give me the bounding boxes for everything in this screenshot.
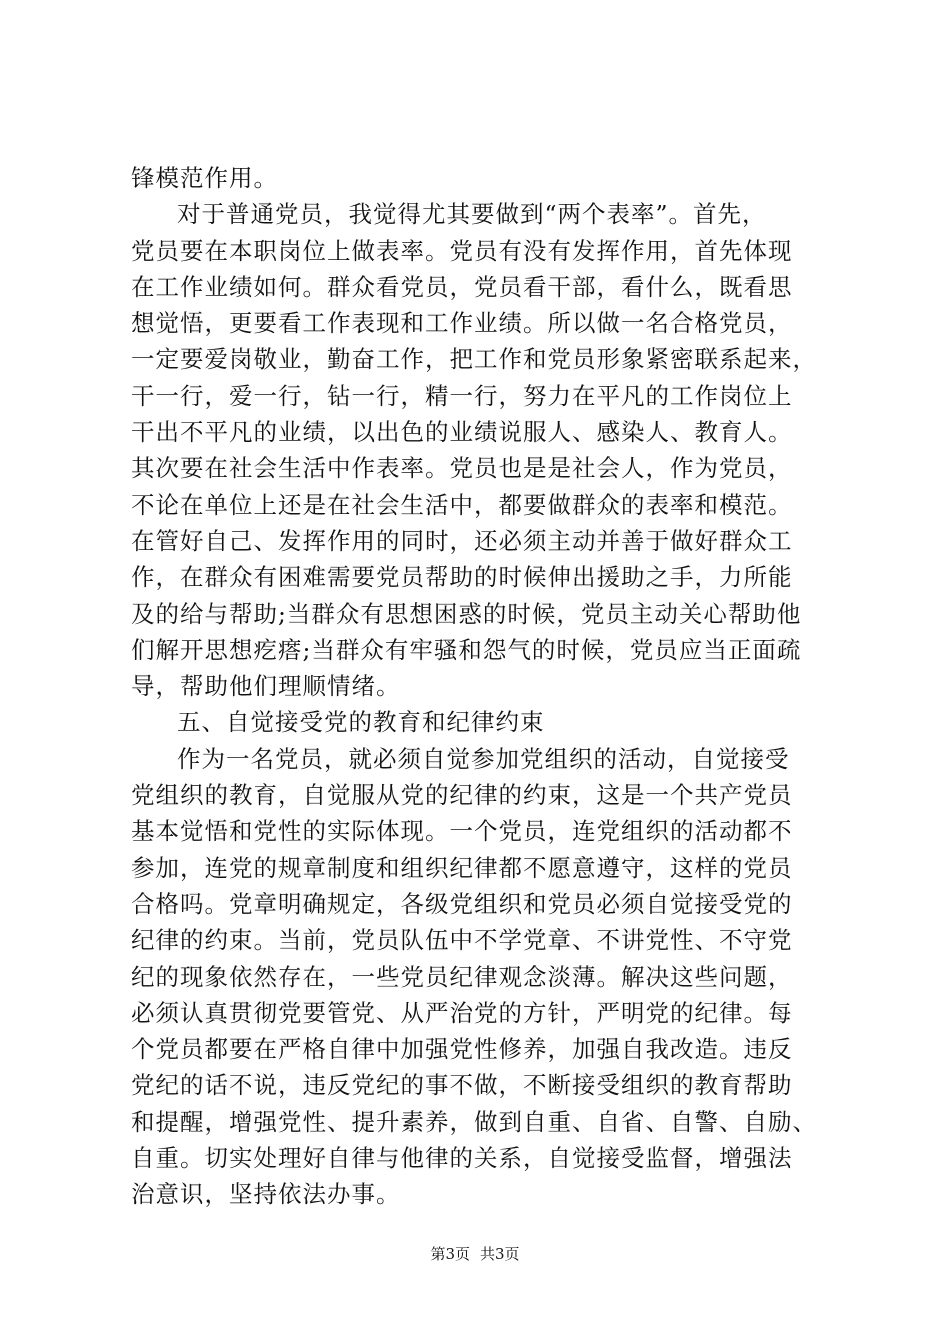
document-body <box>131 160 831 1213</box>
text-line: 导，帮助他们理顺情绪。 <box>131 672 401 701</box>
page-number-total: 共3页 <box>480 1245 520 1263</box>
text-line: 不论在单位上还是在社会生活中，都要做群众的表率和模范。 <box>131 490 793 519</box>
text-line: 纪的现象依然存在，一些党员纪律观念淡薄。解决这些问题， <box>131 962 793 991</box>
text-line: 想觉悟，更要看工作表现和工作业绩。所以做一名合格党员， <box>131 309 793 338</box>
text-line: 一定要爱岗敬业，勤奋工作，把工作和党员形象紧密联系起来， <box>131 345 817 374</box>
text-line: 其次要在社会生活中作表率。党员也是是社会人，作为党员， <box>131 454 793 483</box>
paragraph-start-line: 作为一名党员，就必须自觉参加党组织的活动，自觉接受 <box>177 744 790 773</box>
paragraph-start-line: 对于普通党员，我觉得尤其要做到“两个表率”。首先， <box>177 200 767 229</box>
page-footer <box>0 1244 950 1264</box>
page-number-current: 第3页 <box>430 1245 470 1263</box>
text-line: 锋模范作用。 <box>131 164 278 192</box>
text-line: 作，在群众有困难需要党员帮助的时候伸出援助之手，力所能 <box>131 563 793 592</box>
section-heading: 五、自觉接受党的教育和纪律约束 <box>177 708 545 737</box>
text-line: 自重。切实处理好自律与他律的关系，自觉接受监督，增强法 <box>131 1144 793 1173</box>
text-line: 干一行，爱一行，钻一行，精一行，努力在平凡的工作岗位上 <box>131 381 793 410</box>
text-line: 治意识，坚持依法办事。 <box>131 1180 401 1209</box>
text-line: 党纪的话不说，违反党纪的事不做，不断接受组织的教育帮助 <box>131 1071 793 1100</box>
text-line: 及的给与帮助;当群众有思想困惑的时候，党员主动关心帮助他 <box>131 599 802 628</box>
text-line: 和提醒，增强党性、提升素养，做到自重、自省、自警、自励、 <box>131 1107 817 1136</box>
text-line: 在工作业绩如何。群众看党员，党员看干部，看什么，既看思 <box>131 272 793 301</box>
text-line: 必须认真贯彻党要管党、从严治党的方针，严明党的纪律。每 <box>131 998 793 1027</box>
text-line: 在管好自己、发挥作用的同时，还必须主动并善于做好群众工 <box>131 526 793 555</box>
text-line: 党员要在本职岗位上做表率。党员有没有发挥作用，首先体现 <box>131 236 793 265</box>
text-line: 合格吗。党章明确规定，各级党组织和党员必须自觉接受党的 <box>131 889 793 918</box>
text-line: 基本觉悟和党性的实际体现。一个党员，连党组织的活动都不 <box>131 817 793 846</box>
text-line: 参加，连党的规章制度和组织纪律都不愿意遵守，这样的党员 <box>131 853 793 882</box>
text-line: 们解开思想疙瘩;当群众有牢骚和怨气的时候，党员应当正面疏 <box>131 635 802 664</box>
text-line: 纪律的约束。当前，党员队伍中不学党章、不讲党性、不守党 <box>131 926 793 955</box>
text-line: 个党员都要在严格自律中加强党性修养，加强自我改造。违反 <box>131 1035 793 1064</box>
text-line: 党组织的教育，自觉服从党的纪律的约束，这是一个共产党员 <box>131 781 793 810</box>
text-line: 干出不平凡的业绩，以出色的业绩说服人、感染人、教育人。 <box>131 418 793 447</box>
